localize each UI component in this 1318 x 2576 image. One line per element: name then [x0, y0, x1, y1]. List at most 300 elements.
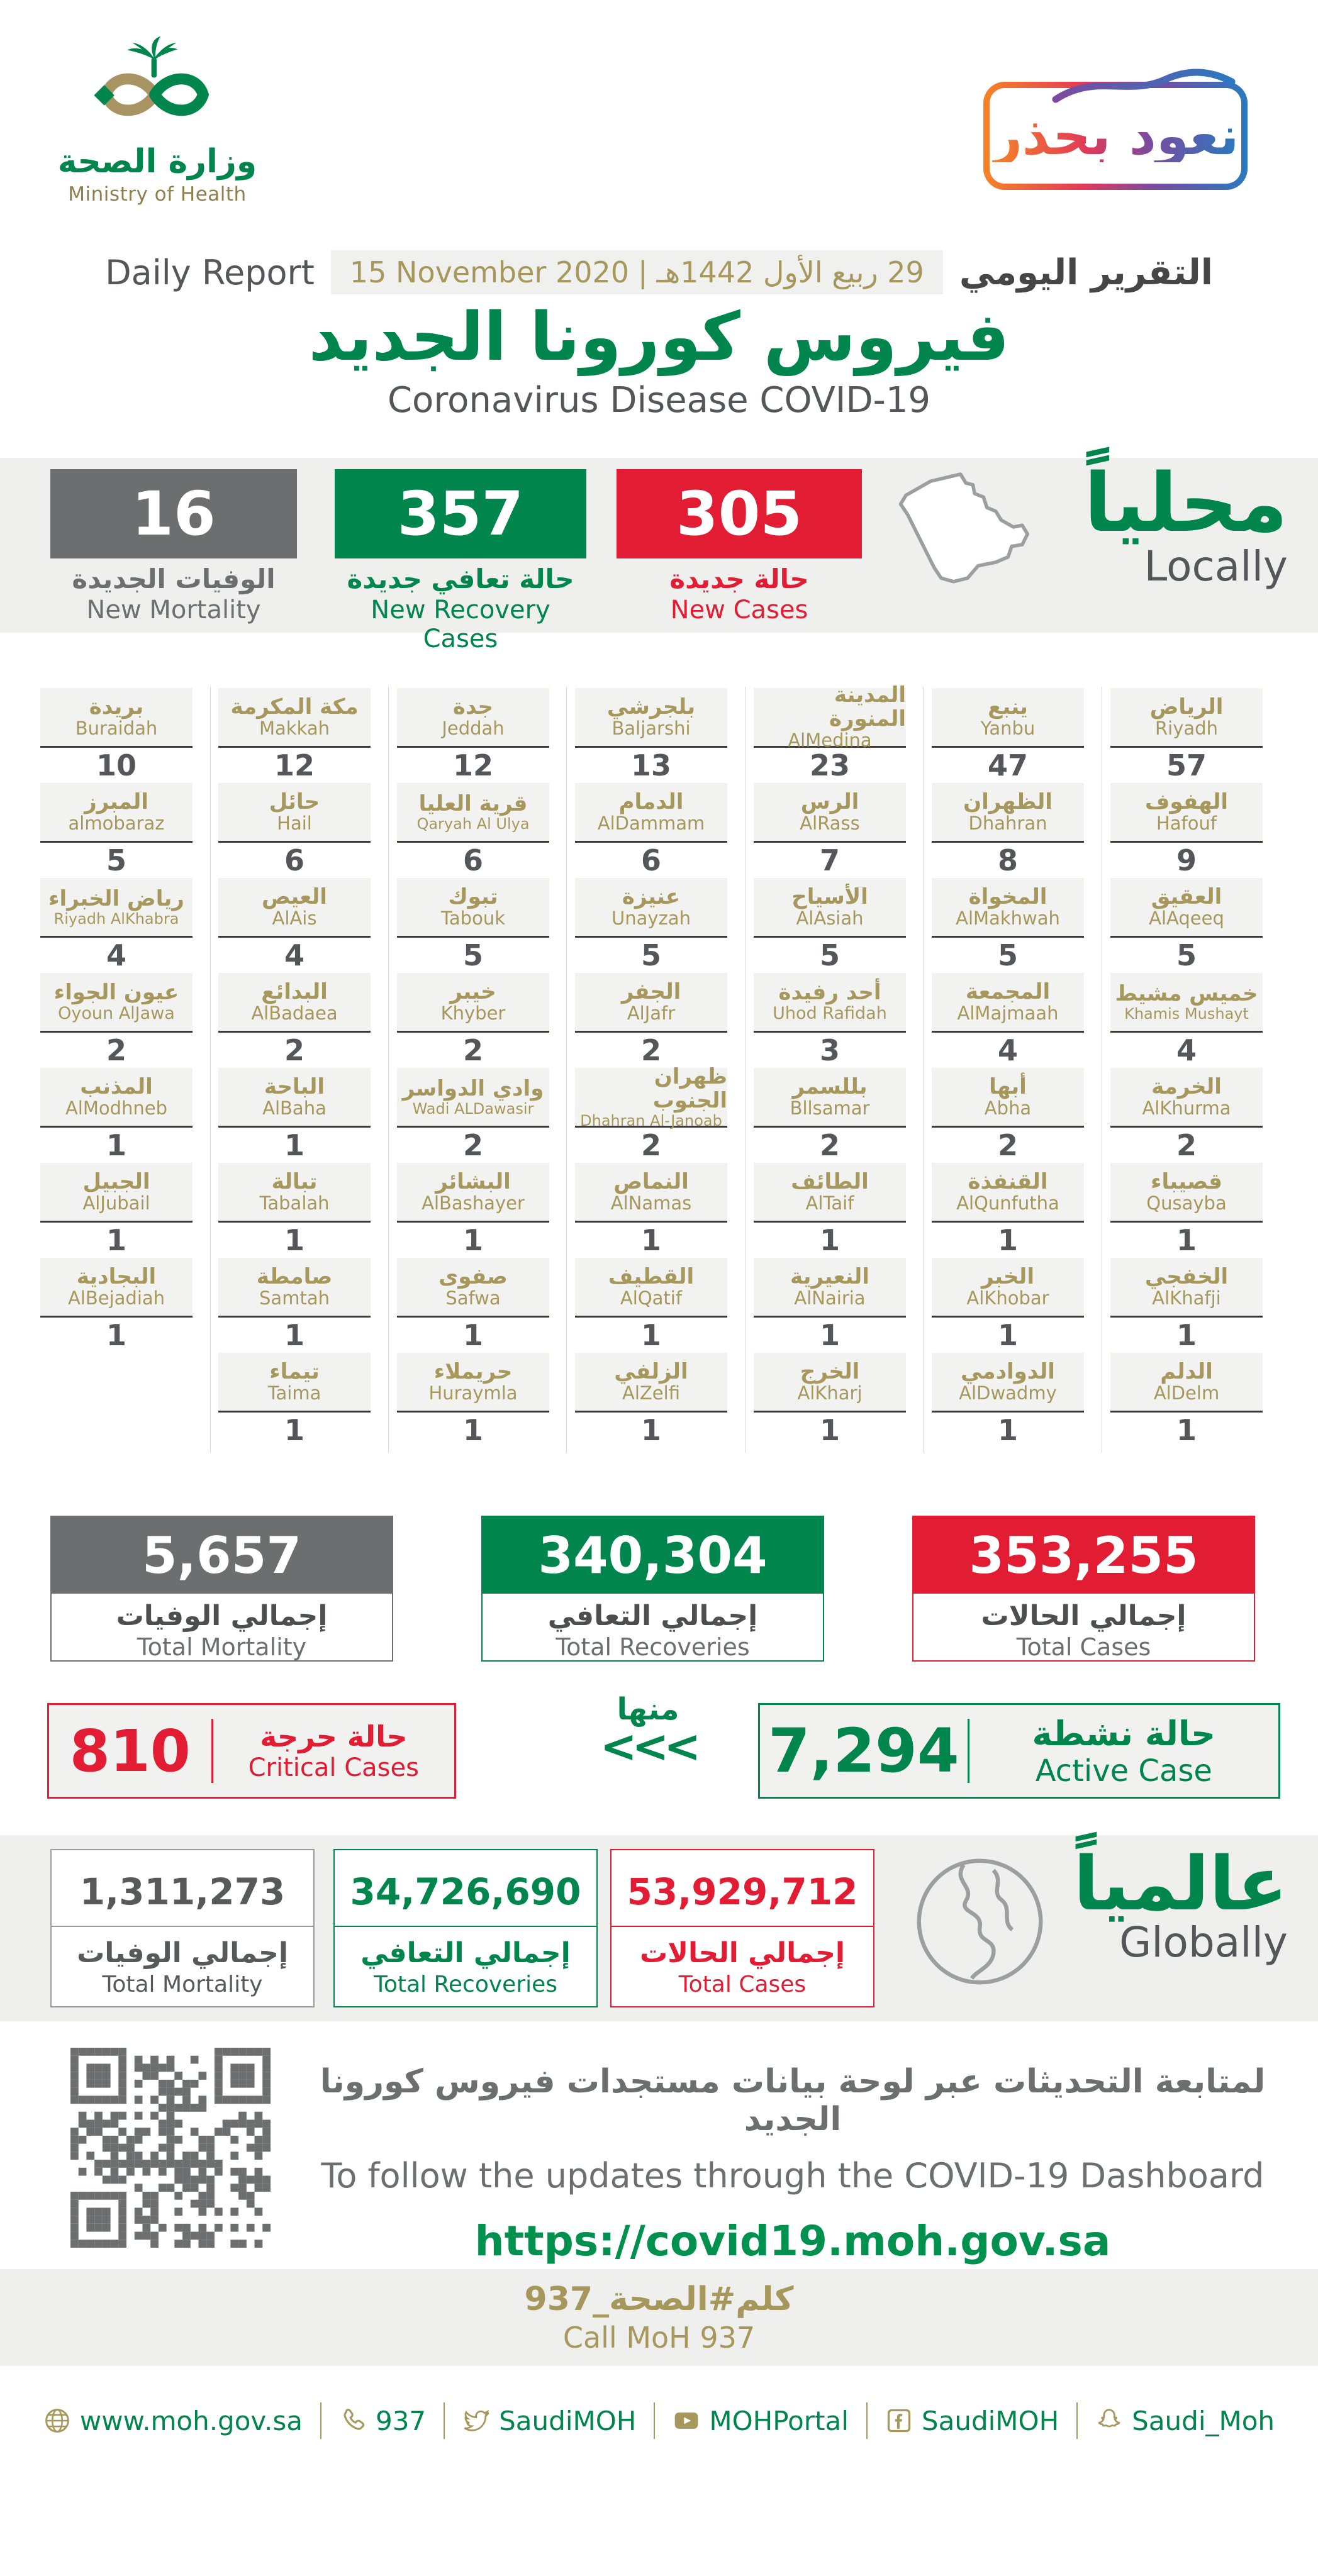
global-recoveries-label-en: Total Recoveries [373, 1972, 558, 1997]
city-name-box [754, 1163, 906, 1223]
city-column-2 [218, 688, 371, 1448]
city-name-box [397, 1353, 549, 1413]
dashboard-url[interactable]: https://covid19.moh.gov.sa [474, 2217, 1111, 2265]
city-name-ar: النماص [613, 1169, 689, 1195]
footer-item-mohportal[interactable] [655, 2406, 866, 2436]
city-name-box [397, 1163, 549, 1223]
city-name-ar: الخرمة [1151, 1074, 1222, 1100]
city-cell [932, 973, 1084, 1068]
city-new-cases-count: 2 [997, 1128, 1018, 1162]
global-recoveries-box [333, 1849, 598, 2007]
city-new-cases-count: 23 [809, 748, 850, 782]
city-name-ar: الظهران [963, 789, 1053, 815]
city-name-en: AlJubail [82, 1192, 150, 1214]
city-name-box [397, 688, 549, 748]
column-divider [566, 687, 567, 1453]
city-name-en: Tabalah [259, 1192, 330, 1214]
city-name-ar: صفوى [438, 1264, 508, 1290]
city-name-en: AlBashayer [422, 1192, 525, 1214]
city-cell [932, 1258, 1084, 1353]
city-name-ar: البدائع [261, 979, 328, 1005]
city-name-ar: بلجرشي [606, 694, 696, 720]
of-which-label-ar: منها [617, 1692, 679, 1727]
city-new-cases-count: 8 [997, 843, 1018, 877]
city-name-box [218, 1163, 371, 1223]
city-cell [754, 973, 906, 1068]
city-name-en: AlNamas [610, 1192, 692, 1214]
city-new-cases-count: 6 [462, 843, 483, 877]
new-cases-value: 305 [617, 469, 862, 558]
footer-item-label: www.moh.gov.sa [79, 2405, 303, 2436]
city-cell [397, 878, 549, 973]
city-cell [218, 783, 371, 878]
city-name-box [575, 688, 727, 748]
city-new-cases-count: 12 [452, 748, 493, 782]
city-name-en: AlDelm [1153, 1382, 1220, 1404]
city-cell [218, 1068, 371, 1163]
city-name-box [1110, 878, 1263, 938]
active-cases-box [758, 1703, 1280, 1799]
city-new-cases-count: 57 [1166, 748, 1207, 782]
city-new-cases-count: 2 [284, 1033, 304, 1067]
city-new-cases-count: 1 [997, 1318, 1018, 1352]
daily-report-label-ar: التقرير اليومي [959, 252, 1213, 293]
ministry-name-arabic: وزارة الصحة [57, 143, 257, 180]
city-new-cases-count: 2 [1176, 1128, 1197, 1162]
city-name-ar: الرياض [1149, 694, 1224, 720]
footer-item-937[interactable] [321, 2406, 444, 2436]
city-name-en: AlZelfi [622, 1382, 680, 1404]
city-cell [575, 688, 727, 783]
city-cell [932, 878, 1084, 973]
total-recoveries-box [481, 1516, 824, 1662]
city-name-en: AlJafr [627, 1002, 676, 1024]
city-name-ar: أبها [989, 1074, 1027, 1100]
city-cell [40, 1163, 193, 1258]
new-cases-stat [617, 469, 862, 625]
city-column-5 [754, 682, 906, 1448]
city-cell [575, 1063, 727, 1163]
footer-item-saudimoh[interactable] [445, 2406, 654, 2436]
global-recoveries-value: 34,726,690 [350, 1870, 581, 1913]
city-name-ar: الأسياح [791, 884, 868, 910]
city-column-7 [1110, 688, 1263, 1448]
city-name-ar: المجمعة [965, 979, 1051, 1005]
report-date-box [331, 250, 943, 294]
column-divider [745, 687, 746, 1453]
city-name-ar: الجفر [621, 979, 681, 1005]
city-new-cases-count: 1 [819, 1318, 840, 1352]
global-cases-box [610, 1849, 874, 2007]
global-recoveries-label-ar: إجمالي التعافي [360, 1937, 571, 1969]
city-name-box [1110, 1258, 1263, 1318]
snapchat-icon [1095, 2407, 1123, 2434]
city-name-ar: البجادية [76, 1264, 157, 1290]
city-name-ar: رياض الخبراء [48, 886, 184, 911]
city-new-cases-count: 13 [630, 748, 671, 782]
new-cases-label-en: New Cases [670, 596, 808, 625]
city-cell [40, 1068, 193, 1163]
city-cell [1110, 688, 1263, 783]
city-name-box [575, 1258, 727, 1318]
city-cell [1110, 973, 1263, 1068]
city-new-cases-count: 10 [96, 748, 137, 782]
city-name-en: Wadi ALDawasir [412, 1099, 534, 1118]
globally-label [1073, 1840, 1288, 1967]
city-name-ar: الزلفي [614, 1359, 688, 1385]
city-new-cases-count: 4 [1176, 1033, 1197, 1067]
city-name-ar: ينبع [988, 694, 1028, 720]
city-new-cases-count: 4 [997, 1033, 1018, 1067]
date-separator: | [638, 255, 648, 289]
city-cell [575, 973, 727, 1068]
city-cell [575, 1258, 727, 1353]
city-name-ar: الخفجي [1144, 1264, 1229, 1290]
city-name-en: AlAqeeq [1149, 908, 1224, 930]
total-recoveries-label-ar: إجمالي التعافي [547, 1600, 758, 1632]
city-new-cases-count: 2 [819, 1128, 840, 1162]
city-new-cases-count: 2 [640, 1128, 661, 1162]
cities-grid [0, 665, 1318, 1476]
dashboard-text-en: To follow the updates through the COVID-19 Dashboard [321, 2156, 1265, 2196]
global-mortality-label-en: Total Mortality [102, 1972, 263, 1997]
global-cases-label-ar: إجمالي الحالات [640, 1937, 845, 1969]
daily-report-label-en: Daily Report [105, 252, 315, 292]
critical-label-ar: حالة حرجة [260, 1719, 408, 1753]
city-cell [754, 783, 906, 878]
page-title-english: Coronavirus Disease COVID-19 [387, 380, 931, 421]
city-new-cases-count: 9 [1176, 843, 1197, 877]
city-cell [575, 783, 727, 878]
city-new-cases-count: 3 [819, 1033, 840, 1067]
city-name-ar: الباحة [264, 1074, 325, 1100]
phone-icon [339, 2407, 367, 2434]
city-new-cases-count: 1 [640, 1223, 661, 1257]
city-new-cases-count: 5 [106, 843, 126, 877]
locally-label [1083, 457, 1288, 591]
footer-contact-bar [0, 2402, 1318, 2439]
city-name-box [932, 783, 1084, 843]
critical-label-en: Critical Cases [248, 1753, 419, 1782]
city-name-box [575, 878, 727, 938]
city-name-box [40, 688, 193, 748]
new-mortality-stat [50, 469, 297, 625]
city-cell [397, 783, 549, 878]
locally-label-ar: محلياً [1083, 457, 1288, 550]
city-name-box [218, 688, 371, 748]
city-name-ar: قصيباء [1151, 1169, 1222, 1195]
city-name-ar: بريدة [89, 694, 144, 720]
footer-item-www.moh.gov.sa[interactable] [26, 2406, 320, 2436]
city-new-cases-count: 1 [462, 1318, 483, 1352]
city-cell [754, 682, 906, 783]
globally-label-ar: عالمياً [1073, 1840, 1288, 1927]
city-column-4 [575, 688, 727, 1448]
city-new-cases-count: 47 [987, 748, 1028, 782]
city-name-en: AlKharj [797, 1382, 863, 1404]
city-new-cases-count: 1 [640, 1318, 661, 1352]
city-name-en: Abha [984, 1097, 1032, 1119]
new-recovery-label-en: New Recovery Cases [371, 596, 550, 653]
city-new-cases-count: 1 [462, 1223, 483, 1257]
city-new-cases-count: 1 [106, 1128, 126, 1162]
city-name-en: AlRass [800, 813, 860, 835]
city-new-cases-count: 1 [284, 1413, 304, 1447]
city-name-ar: تيماء [269, 1359, 320, 1385]
facebook-icon [885, 2407, 913, 2434]
city-name-en: Yanbu [980, 718, 1036, 740]
city-name-box [575, 1063, 727, 1130]
city-name-ar: الهفوف [1144, 789, 1229, 815]
city-name-en: Dhahran Al-Janoab [580, 1111, 722, 1130]
city-name-ar: البشائر [435, 1169, 511, 1195]
city-cell [397, 1068, 549, 1163]
badge-swoosh-line [1053, 60, 1235, 111]
city-name-ar: خميس مشيط [1115, 980, 1258, 1006]
city-name-en: Hafouf [1156, 813, 1217, 835]
city-name-en: Riyadh [1155, 718, 1218, 740]
footer-item-saudimoh[interactable] [868, 2406, 1076, 2436]
dashboard-info [302, 2063, 1283, 2265]
city-new-cases-count: 2 [106, 1033, 126, 1067]
city-new-cases-count: 5 [1176, 938, 1197, 972]
city-name-box [1110, 1068, 1263, 1128]
city-name-en: AlBejadiah [67, 1287, 165, 1309]
page-title-arabic: فيروس كورونا الجديد [308, 298, 1010, 375]
city-name-box [575, 1163, 727, 1223]
city-cell [40, 783, 193, 878]
city-name-en: AlAsiah [796, 908, 864, 930]
city-name-ar: النعيرية [790, 1264, 869, 1290]
globe-icon [43, 2407, 71, 2434]
locally-label-en: Locally [1144, 542, 1288, 591]
city-new-cases-count: 1 [819, 1413, 840, 1447]
city-name-en: AlQatif [620, 1287, 683, 1309]
moh-logo [50, 35, 264, 206]
city-name-ar: عيون الجواء [53, 980, 179, 1006]
city-name-ar: العيص [262, 884, 327, 910]
city-name-en: AlAis [272, 908, 317, 930]
city-name-en: Buraidah [75, 718, 158, 740]
city-name-en: Safwa [445, 1287, 501, 1309]
city-name-box [1110, 783, 1263, 843]
active-label-ar: حالة نشطة [1032, 1713, 1216, 1753]
city-name-box [754, 682, 906, 752]
city-cell [397, 973, 549, 1068]
new-recovery-label-ar: حالة تعافي جديدة [347, 564, 574, 594]
city-cell [754, 1258, 906, 1353]
new-mortality-label-ar: الوفيات الجديدة [72, 564, 276, 594]
city-name-en: AlQunfutha [956, 1192, 1059, 1214]
city-name-box [575, 973, 727, 1033]
city-name-ar: جدة [452, 694, 494, 720]
city-name-box [1110, 1353, 1263, 1413]
city-name-ar: مكة المكرمة [230, 694, 359, 720]
city-cell [218, 878, 371, 973]
city-new-cases-count: 1 [997, 1223, 1018, 1257]
city-name-box [932, 973, 1084, 1033]
global-mortality-value: 1,311,273 [79, 1870, 286, 1913]
city-name-box [932, 1068, 1084, 1128]
total-recoveries-value: 340,304 [483, 1517, 823, 1594]
city-name-en: AlBaha [262, 1097, 327, 1119]
total-mortality-label-ar: إجمالي الوفيات [116, 1600, 328, 1632]
city-new-cases-count: 1 [284, 1318, 304, 1352]
city-name-ar: العقيق [1151, 884, 1222, 910]
global-stats-band [0, 1835, 1318, 2021]
city-name-box [932, 1258, 1084, 1318]
city-name-ar: صامطة [256, 1264, 333, 1290]
city-name-box [754, 973, 906, 1033]
city-name-ar: المبرز [84, 789, 148, 815]
city-new-cases-count: 1 [1176, 1223, 1197, 1257]
badge-text: نعود بحذر [991, 105, 1239, 167]
city-new-cases-count: 4 [106, 938, 126, 972]
city-name-ar: الدوادمي [961, 1359, 1055, 1385]
city-name-ar: تبالة [271, 1169, 318, 1195]
city-name-en: Khamis Mushayt [1124, 1004, 1249, 1023]
city-cell [1110, 1163, 1263, 1258]
city-name-box [575, 1353, 727, 1413]
city-name-en: Makkah [259, 718, 330, 740]
city-new-cases-count: 1 [1176, 1413, 1197, 1447]
city-column-1 [40, 688, 193, 1353]
city-name-box [40, 878, 193, 938]
city-name-en: Huraymla [428, 1382, 518, 1404]
city-cell [754, 1353, 906, 1448]
critical-cases-box [47, 1703, 456, 1799]
hotline-label-en: Call MoH 937 [562, 2321, 756, 2355]
city-name-ar: القطيف [608, 1264, 695, 1290]
new-mortality-value: 16 [50, 469, 297, 558]
city-name-box [218, 783, 371, 843]
report-date-en: 15 November 2020 [349, 255, 630, 289]
city-name-box [40, 783, 193, 843]
city-name-ar: المذنب [80, 1074, 153, 1100]
city-name-box [40, 973, 193, 1033]
city-name-en: AlDammam [597, 813, 705, 835]
total-recoveries-label-en: Total Recoveries [556, 1633, 750, 1661]
city-name-box [575, 783, 727, 843]
city-name-box [397, 783, 549, 843]
city-name-en: AlMedina [788, 730, 872, 752]
city-cell [397, 1353, 549, 1448]
city-name-en: Bllsamar [790, 1097, 870, 1119]
global-cases-value: 53,929,712 [627, 1870, 858, 1913]
city-name-box [218, 973, 371, 1033]
city-name-box [397, 878, 549, 938]
city-name-box [754, 1353, 906, 1413]
city-name-box [218, 878, 371, 938]
city-cell [218, 1353, 371, 1448]
footer-item-label: SaudiMOH [921, 2405, 1059, 2436]
city-name-box [932, 878, 1084, 938]
city-name-box [218, 1068, 371, 1128]
city-name-ar: تبوك [448, 884, 498, 910]
footer-item-label: MOHPortal [709, 2405, 849, 2436]
total-cases-value: 353,255 [913, 1517, 1254, 1594]
city-name-en: Hail [277, 813, 312, 835]
city-new-cases-count: 5 [640, 938, 661, 972]
city-name-en: Taima [267, 1382, 321, 1404]
city-name-ar: الرس [800, 789, 859, 815]
city-name-en: AlDwadmy [959, 1382, 1057, 1404]
globally-label-en: Globally [1119, 1918, 1288, 1967]
city-new-cases-count: 5 [462, 938, 483, 972]
moh-logo-graphic [79, 35, 236, 142]
city-name-box [932, 1353, 1084, 1413]
total-mortality-value: 5,657 [52, 1517, 392, 1594]
city-name-en: AlKhafji [1152, 1287, 1221, 1309]
city-name-ar: خيبر [450, 979, 496, 1005]
city-name-en: Tabouk [440, 908, 505, 930]
city-name-ar: الدلم [1160, 1359, 1213, 1385]
city-cell [397, 1163, 549, 1258]
city-cell [1110, 1258, 1263, 1353]
city-name-ar: الجبيل [82, 1169, 150, 1195]
city-name-box [754, 878, 906, 938]
total-mortality-label-en: Total Mortality [137, 1633, 307, 1661]
city-name-box [754, 783, 906, 843]
dashboard-text-ar: لمتابعة التحديثات عبر لوحة بيانات مستجدات فيروس كورونا الجديد [320, 2063, 1266, 2138]
city-new-cases-count: 1 [1176, 1318, 1197, 1352]
city-name-en: Unayzah [612, 908, 691, 930]
city-cell [575, 1163, 727, 1258]
report-date-row [0, 250, 1318, 294]
city-cell [932, 688, 1084, 783]
city-new-cases-count: 5 [819, 938, 840, 972]
city-name-ar: قرية العليا [418, 791, 528, 816]
city-cell [40, 1258, 193, 1353]
new-recovery-value: 357 [335, 469, 586, 558]
city-name-ar: الطائف [791, 1169, 869, 1195]
city-name-en: Jeddah [442, 718, 505, 740]
city-new-cases-count: 1 [284, 1223, 304, 1257]
city-cell [397, 688, 549, 783]
column-divider [388, 687, 389, 1453]
city-name-en: Oyoun AlJawa [58, 1004, 175, 1024]
globe-icon [912, 1854, 1047, 1989]
chevrons-left-icon: <<< [600, 1721, 696, 1772]
city-name-en: Samtah [259, 1287, 330, 1309]
city-cell [754, 1068, 906, 1163]
city-new-cases-count: 1 [819, 1223, 840, 1257]
city-cell [754, 878, 906, 973]
city-new-cases-count: 1 [106, 1223, 126, 1257]
city-name-box [397, 973, 549, 1033]
global-cases-label-en: Total Cases [678, 1972, 807, 1997]
city-name-en: Uhod Rafidah [773, 1004, 887, 1024]
city-name-en: almobaraz [68, 813, 165, 835]
city-name-ar: حريملاء [433, 1359, 513, 1385]
city-cell [40, 878, 193, 973]
city-cell [754, 1163, 906, 1258]
city-new-cases-count: 1 [284, 1128, 304, 1162]
city-name-box [397, 1068, 549, 1128]
footer-item-label: 937 [375, 2405, 427, 2436]
footer-item-saudi_moh[interactable] [1078, 2406, 1292, 2436]
total-cases-box [912, 1516, 1255, 1662]
city-name-box [1110, 688, 1263, 748]
new-recovery-stat [335, 469, 586, 653]
local-stats-band [0, 457, 1318, 653]
global-mortality-label-ar: إجمالي الوفيات [77, 1937, 288, 1969]
new-cases-label-ar: حالة جديدة [669, 564, 809, 594]
city-column-3 [397, 688, 549, 1448]
city-name-ar: أحد رفيدة [778, 980, 881, 1006]
city-name-en: Qaryah Al Ulya [416, 814, 530, 833]
city-name-ar: عنيزة [622, 884, 681, 910]
